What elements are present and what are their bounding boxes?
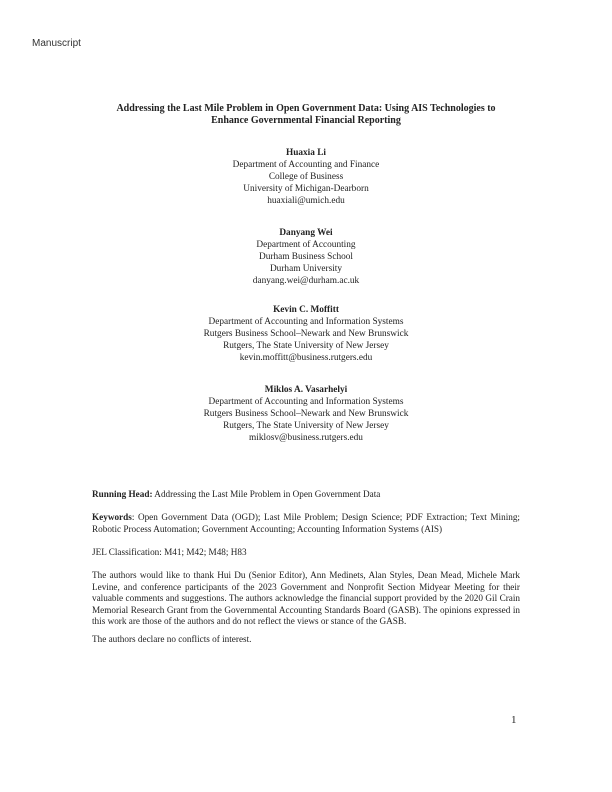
author-block-4: [120, 384, 492, 444]
acknowledgment-paragraph: The authors would like to thank Hui Du (Senior Editor), Ann Medinets, Alan Styles, Dean Mead, Michele Mark Levine, and conference participants of the 2023 Government and Nonprofit Section Midyear Meeting for their valuable comments and suggestions. The authors acknowledge the financial support provided by the 2020 Gil Crain Memorial Research Grant from the Governmental Accounting Standards Board (GASB). The opinions expressed in this work are those of the authors and do not reflect the views or stance of the GASB.: [92, 570, 520, 627]
jel-classification: JEL Classification: M41; M42; M48; H83: [92, 547, 247, 557]
page-number: 1: [511, 714, 517, 726]
author-block-2: [120, 227, 492, 287]
paper-title: [90, 103, 522, 127]
author-school: Durham Business School: [259, 252, 353, 262]
author-school: Rutgers Business School–Newark and New Brunswick: [203, 329, 409, 339]
author-department: Department of Accounting and Information Systems: [208, 317, 404, 327]
paper-title-line-1: Addressing the Last Mile Problem in Open Government Data: Using AIS Technologies to: [116, 103, 496, 114]
author-college: College of Business: [268, 172, 344, 182]
author-department: Department of Accounting and Information Systems: [208, 397, 404, 407]
keywords-label: Keywords: [92, 512, 132, 522]
keywords: [92, 512, 520, 535]
author-university: Rutgers, The State University of New Jersey: [223, 341, 389, 351]
author-university: Rutgers, The State University of New Jersey: [223, 421, 389, 431]
paper-title-line-2: Enhance Governmental Financial Reporting: [211, 115, 401, 126]
author-school: Rutgers Business School–Newark and New Brunswick: [203, 409, 409, 419]
author-name: Kevin C. Moffitt: [273, 305, 339, 315]
manuscript-label: Manuscript: [32, 38, 81, 49]
author-block-3: [120, 304, 492, 364]
running-head-text: Addressing the Last Mile Problem in Open Government Data: [152, 489, 381, 499]
author-university: University of Michigan-Dearborn: [243, 184, 369, 194]
author-name: Danyang Wei: [279, 228, 333, 238]
conflict-statement: The authors declare no conflicts of interest.: [92, 634, 252, 644]
running-head: [92, 489, 520, 501]
author-name: Huaxia Li: [285, 148, 327, 158]
author-university: Durham University: [269, 264, 343, 274]
author-department: Department of Accounting: [256, 240, 356, 250]
author-block-1: [120, 147, 492, 207]
author-email: kevin.moffitt@business.rutgers.edu: [239, 353, 373, 363]
author-email: huaxiali@umich.edu: [267, 196, 345, 206]
keywords-text: : Open Government Data (OGD); Last Mile Problem; Design Science; PDF Extraction; Text Mining; Robotic Process Automation; Government Accounting; Accounting Information Systems (AIS): [92, 512, 520, 534]
running-head-label: Running Head:: [92, 489, 153, 499]
author-name: Miklos A. Vasarhelyi: [264, 385, 348, 395]
author-email: danyang.wei@durham.ac.uk: [252, 276, 360, 286]
author-department: Department of Accounting and Finance: [232, 160, 380, 170]
author-email: miklosv@business.rutgers.edu: [249, 433, 363, 443]
